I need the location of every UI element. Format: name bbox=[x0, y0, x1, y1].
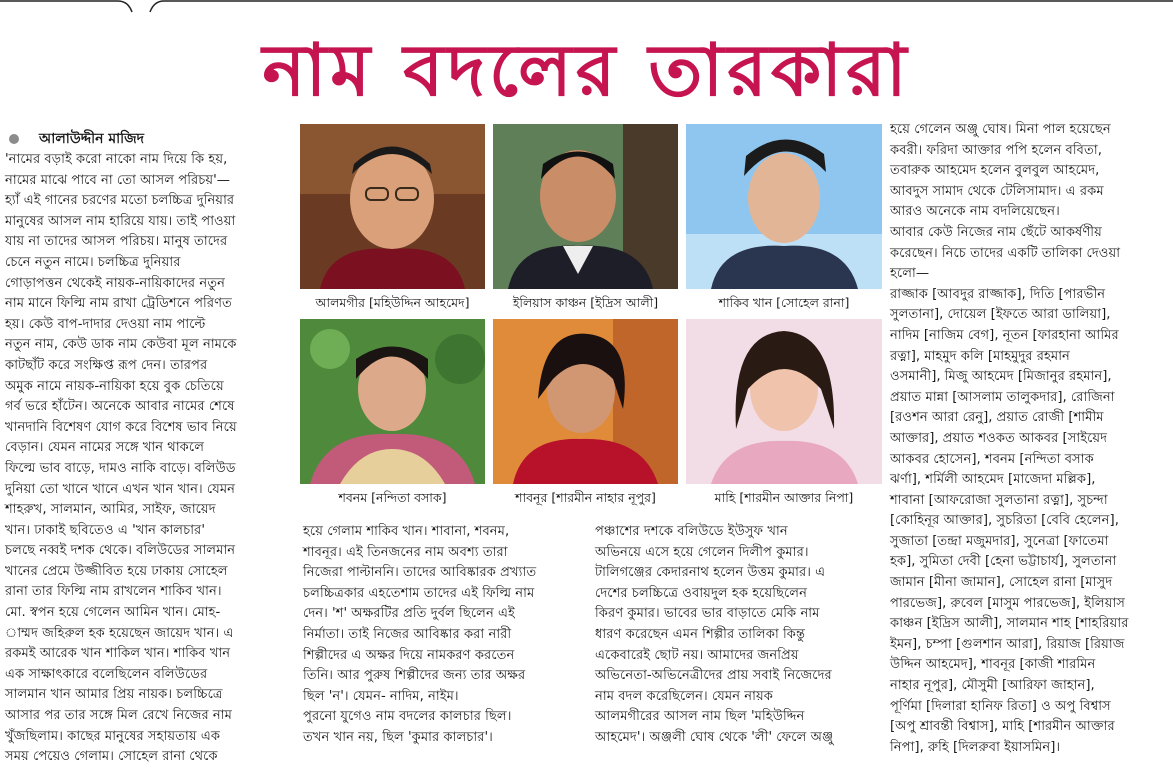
article-line: তখন খান নয়, ছিল 'কুমার কালচার'। bbox=[303, 729, 493, 745]
article-line: রাজ্জাক [আবদুর রাজ্জাক], দিতি [পারভীন bbox=[890, 286, 1106, 302]
article-line: নাম বদল করেছিলেন। যেমন নায়ক bbox=[595, 688, 773, 704]
article-line: শাবানা [আফরোজা সুলতানা রত্না], সুচন্দা bbox=[890, 492, 1108, 508]
article-line: আকবর হোসেন], শবনম [নন্দিতা বসাক bbox=[890, 451, 1094, 467]
article-line: তবারুক আহমেদ হলেন বুলবুল আহমেদ, bbox=[890, 163, 1100, 179]
article-line: সালমান খান আমার প্রিয় নায়ক। চলচ্চিত্রে bbox=[5, 687, 223, 703]
article-column-3 bbox=[595, 522, 882, 749]
photo-grid bbox=[300, 124, 882, 517]
headline: নাম বদলের তারকারা bbox=[262, 28, 911, 112]
photo-caption: শাকিব খান [সোহেল রানা] bbox=[718, 295, 850, 310]
article-line: মানুষের আসল নাম হারিয়ে যায়। তাই পাওয়া bbox=[5, 213, 236, 229]
author-name: আলাউদ্দীন মাজিদ bbox=[39, 130, 145, 147]
photo-caption: ইলিয়াস কাঞ্চন [ইদ্রিস আলী] bbox=[512, 295, 659, 310]
article-line: একেবারেই ছোট নয়। আমাদের জনপ্রিয় bbox=[595, 647, 799, 663]
article-line: সময় পেয়েও গেলাম। সোহেল রানা থেকে bbox=[5, 749, 218, 765]
article-line: করেছেন। নিচে তাদের একটি তালিকা দেওয়া bbox=[890, 245, 1121, 261]
article-column-2 bbox=[303, 522, 583, 749]
article-line: আহমেদ'। অঞ্জলী ঘোষ থেকে 'লী' ফেলে অঞ্জু bbox=[595, 729, 834, 745]
article-line: আবার কেউ নিজের নাম ছেঁটে আকর্ষণীয় bbox=[890, 224, 1102, 240]
article-line: শাবনূর। এই তিনজনের নাম অবশ্য তারা bbox=[303, 544, 508, 560]
article-line: দেন। 'শ' অক্ষরটির প্রতি দুর্বল ছিলেন এই bbox=[303, 606, 515, 622]
article-line: আবদুস সামাদ থেকে টেলিসামাদ। এ রকম bbox=[890, 183, 1104, 199]
article-line: ইমন], চম্পা [গুলশান আরা], রিয়াজ [রিয়াজ bbox=[890, 636, 1125, 652]
article-line: হয়ে গেলেন অঞ্জু ঘোষ। মিনা পাল হয়েছেন bbox=[890, 122, 1111, 137]
article-line: ঝর্ণা], শর্মিলী আহমেদ [মাজেদা মল্লিক], bbox=[890, 472, 1096, 488]
article-line: মো. স্বপন হয়ে গেলেন আমিন খান। মোহ- bbox=[5, 605, 221, 621]
article-line: নির্মাতা। তাই নিজের আবিষ্কার করা নারী bbox=[303, 626, 512, 642]
column-1-lines bbox=[5, 150, 292, 768]
article-line: নিপা], রুহি [দিলরুবা ইয়াসমিন]। bbox=[890, 739, 1061, 755]
article-line: গোড়াপত্তন থেকেই নায়ক-নায়িকাদের নতুন bbox=[5, 275, 226, 291]
article-line: টালিগঞ্জের কেদারনাথ হলেন উত্তম কুমার। এ bbox=[595, 565, 826, 581]
article-line: খানের প্রেমে উজ্জীবিত হয়ে ঢাকায় সোহেল bbox=[5, 563, 228, 579]
photo-shabnur bbox=[493, 319, 678, 484]
article-line: শাহরুখ, সালমান, আমির, সাইফ, জায়েদ bbox=[5, 502, 216, 518]
photo-caption: শাবনূর [শারমীন নাহার নূপুর] bbox=[515, 490, 656, 505]
article-line: নাম মানে ফিল্মি নাম রাখা ট্রেডিশনে পরিণত bbox=[5, 296, 232, 312]
article-line: নাদিম [নাজিম বেগ], নূতন [ফারহানা আমির bbox=[890, 327, 1119, 343]
article-line: রানা তার ফিল্মি নাম রাখলেন শাকিব খান। bbox=[5, 584, 222, 600]
article-line: 'নামের বড়াই করো নাকো নাম দিয়ে কি হয়, bbox=[5, 152, 228, 167]
article-line: নতুন নাম, কেউ ডাক নাম কেউবা মূল নামকে bbox=[5, 337, 237, 353]
article-line: খুঁজছিলাম। কাছের মানুষের সহায়তায় এক bbox=[5, 728, 221, 744]
article-line: হক], সুমিতা দেবী [হেনা ভট্টাচার্য], সুলতানা bbox=[890, 554, 1117, 570]
article-line: হয়ে গেলাম শাকিব খান। শাবানা, শবনম, bbox=[303, 524, 510, 539]
bullet-icon bbox=[9, 134, 19, 144]
article-line: চলছে নব্বই দশক থেকে। বলিউডের সালমান bbox=[5, 543, 236, 559]
article-line: হলো— bbox=[890, 266, 930, 282]
article-line: সুলতানা], দোয়েল [ইফতে আরা ডালিয়া], bbox=[890, 307, 1111, 323]
article-line: কবরী। ফরিদা আক্তার পপি হলেন ববিতা, bbox=[890, 142, 1102, 158]
article-line: ফিল্মে ভাব বাড়ে, দামও নাকি বাড়ে। বলিউড bbox=[5, 460, 236, 476]
article-line: রকমই আরেক খান শাকিল খান। শাকিব খান bbox=[5, 646, 231, 662]
article-column-1 bbox=[5, 128, 292, 768]
photo-ilias-kanchan bbox=[493, 124, 678, 289]
article-line: [রওশন আরা রেনু], প্রয়াত রোজী [শামীম bbox=[890, 410, 1104, 426]
article-line: যায় না তাদের আসল পরিচয়। মানুষ তাদের bbox=[5, 234, 228, 250]
article-line: অভিনয়ে এসে হয়ে গেলেন দিলীপ কুমার। bbox=[595, 544, 809, 560]
article-line: কাঞ্চন [ইদ্রিস আলী], সালমান শাহ [শাহরিয়ার bbox=[890, 616, 1129, 632]
article-line: কিরণ কুমার। ভাবের ভার বাড়াতে মেকি নাম bbox=[595, 606, 820, 622]
article-line: হয়। কেউ বাপ-দাদার দেওয়া নাম পাল্টে bbox=[5, 316, 206, 332]
article-line: ধারণ করেছেন এমন শিল্পীর তালিকা কিন্তু bbox=[595, 626, 806, 642]
article-line: আরও অনেকে নাম বদলিয়েছেন। bbox=[890, 204, 1060, 220]
photo-caption: মাহি [শারমীন আক্তার নিপা] bbox=[714, 490, 854, 505]
article-line: খানদানি বিশেষণ যোগ করে বিশেষ ভাব নিয়ে bbox=[5, 419, 237, 435]
article-line: দুনিয়া তো খানে খানে এখন খান খান। যেমন bbox=[5, 481, 236, 497]
photo-mahi bbox=[686, 319, 882, 484]
article-line: হ্যাঁ এই গানের চরণের মতো চলচ্চিত্র দুনিয়ার bbox=[5, 193, 235, 209]
article-line: রত্না], মাহমুদ কলি [মাহমুদুর রহমান bbox=[890, 348, 1070, 364]
article-line: [অপু শ্রাবন্তী বিশ্বাস], মাহি [শারমীন আক্তার bbox=[890, 719, 1115, 735]
photo-shakib-khan bbox=[686, 124, 882, 289]
article-line: চেনে নতুন নামে। চলচ্চিত্র দুনিয়ার bbox=[5, 254, 181, 270]
article-line: অভিনেতা-অভিনেত্রীদের প্রায় সবাই নিজেদের bbox=[595, 668, 832, 684]
article-line: ছিল 'ন'। যেমন- নাদিম, নাইম। bbox=[303, 688, 459, 704]
article-line: আলমগীরের আসল নাম ছিল 'মহিউদ্দিন bbox=[595, 709, 805, 725]
article-line: চলচ্চিত্রকার এহতেশাম তাদের এই ফিল্মি নাম bbox=[303, 585, 535, 601]
article-line: ওসমানী], মিজু আহমেদ [মিজানুর রহমান], bbox=[890, 369, 1112, 385]
top-frame-border bbox=[0, 0, 1173, 14]
byline bbox=[5, 128, 292, 150]
article-line: কাটছাঁট করে সংক্ষিপ্ত রূপ দেন। তারপর bbox=[5, 357, 208, 373]
article-line: পঞ্চাশের দশকে বলিউডে ইউসুফ খান bbox=[595, 524, 788, 539]
article-column-4 bbox=[890, 120, 1170, 758]
article-line: বেড়ান। যেমন নামের সঙ্গে খান থাকলে bbox=[5, 440, 205, 456]
photo-caption: আলমগীর [মহিউদ্দিন আহমেদ] bbox=[315, 295, 470, 310]
article-line: আসার পর তার সঙ্গে মিল রেখে নিজের নাম bbox=[5, 708, 232, 724]
article-line: নিজেরা পাল্টাননি। তাদের আবিষ্কারক প্রখ্যাত bbox=[303, 565, 537, 581]
article-line: পূর্ণিমা [দিলারা হানিফ রিতা] ও অপু বিশ্বাস bbox=[890, 698, 1111, 714]
article-line: জামান [মীনা জামান], সোহেল রানা [মাসুদ bbox=[890, 575, 1113, 591]
article-line: আক্তার], প্রয়াত শওকত আকবর [সাইয়েদ bbox=[890, 430, 1108, 446]
photo-shabnam bbox=[300, 319, 485, 484]
article-line: পুরনো যুগেও নাম বদলের কালচার ছিল। bbox=[303, 709, 512, 725]
article-line: দেশের চলচ্চিত্রে ওবায়দুল হক হয়েছিলেন bbox=[595, 585, 807, 601]
article-line: পারভেজ], রুবেল [মাসুম পারভেজ], ইলিয়াস bbox=[890, 595, 1126, 611]
article-line: নামের মাঝে পাবে না তো আসল পরিচয়'— bbox=[5, 172, 230, 188]
article-line: [কোহিনূর আক্তার], সুচরিতা [বেবি হেলেন], bbox=[890, 513, 1119, 529]
article-line: সুজাতা [তন্দ্রা মজুমদার], সুনেত্রা [ফাতেমা bbox=[890, 533, 1109, 549]
article-line: গর্ব ভরে হাঁটেন। অনেকে আবার নামের শেষে bbox=[5, 399, 235, 415]
photo-alamgir bbox=[300, 124, 485, 289]
article-line: তিনি। আর পুরুষ শিল্পীদের জন্য তার অক্ষর bbox=[303, 668, 526, 684]
article-line: াম্মদ জহিরুল হক হয়েছেন জায়েদ খান। এ bbox=[5, 625, 234, 641]
article-line: খান। ঢাকাই ছবিতেও এ 'খান কালচার' bbox=[5, 522, 205, 538]
article-line: এক সাক্ষাৎকারে বলেছিলেন বলিউডের bbox=[5, 666, 208, 682]
article-line: নাহার নূপুর], মৌসুমী [আরিফা জাহান], bbox=[890, 678, 1095, 694]
article-line: প্রয়াত মান্না [আসলাম তালুকদার], রোজিনা bbox=[890, 389, 1115, 405]
article-line: উদ্দিন আহমেদ], শাবনূর [কাজী শারমিন bbox=[890, 657, 1096, 673]
photo-caption: শবনম [নন্দিতা বসাক] bbox=[338, 490, 447, 505]
article-line: শিল্পীদের এ অক্ষর দিয়ে নামকরণ করতেন bbox=[303, 647, 515, 663]
article-line: অমুক নামে নায়ক-নায়িকা হয়ে বুক চেতিয়ে bbox=[5, 378, 224, 394]
